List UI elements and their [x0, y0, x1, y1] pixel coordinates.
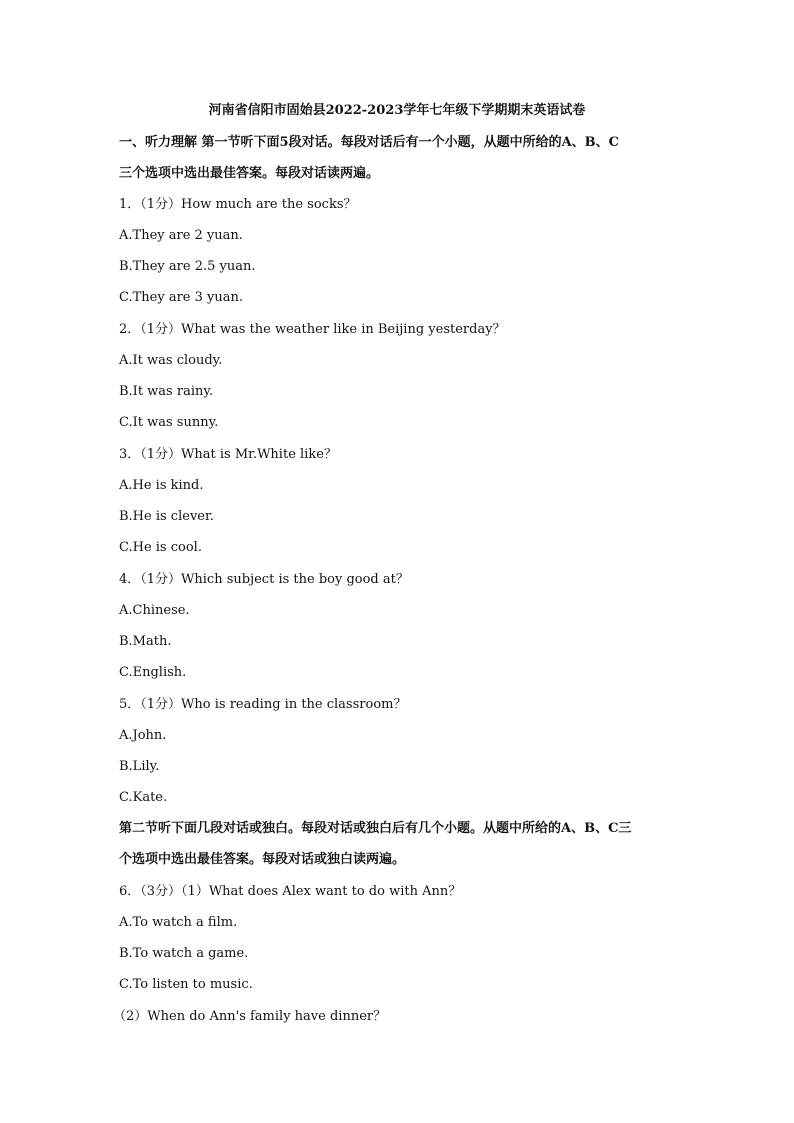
question-5-option-b: B.Lily.: [119, 759, 160, 774]
question-5-option-a: A.John.: [119, 728, 167, 743]
question-4-option-a: A.Chinese.: [119, 603, 190, 618]
question-4-option-c: C.English.: [119, 665, 187, 680]
question-5-option-c: C.Kate.: [119, 790, 168, 805]
question-6-stem: 6．（3分）（1）What does Alex want to do with Ann？: [119, 884, 462, 899]
section2-heading-line2: 个选项中选出最佳答案。每段对话或独白读两遍。: [119, 852, 406, 867]
question-2-option-a: A.It was cloudy.: [119, 353, 223, 368]
question-5-stem: 5．（1分）Who is reading in the classroom？: [119, 697, 407, 712]
question-1-option-b: B.They are 2.5 yuan.: [119, 259, 256, 274]
question-3-option-a: A.He is kind.: [119, 478, 204, 493]
question-2-stem: 2．（1分）What was the weather like in Beijing yesterday？: [119, 322, 506, 337]
question-2-option-c: C.It was sunny.: [119, 415, 219, 430]
section1-heading-line2: 三个选项中选出最佳答案。每段对话读两遍。: [119, 166, 380, 181]
question-1-option-c: C.They are 3 yuan.: [119, 290, 243, 305]
question-6-option-b: B.To watch a game.: [119, 946, 249, 961]
question-2-option-b: B.It was rainy.: [119, 384, 214, 399]
section1-heading-line1: 一、听力理解 第一节听下面5段对话。每段对话后有一个小题，从题中所给的A、B、C: [119, 135, 619, 150]
question-4-stem: 4．（1分）Which subject is the boy good at？: [119, 572, 409, 587]
question-4-option-b: B.Math.: [119, 634, 172, 649]
exam-title: 河南省信阳市固始县2022-2023学年七年级下学期期末英语试卷: [208, 103, 586, 118]
question-1-option-a: A.They are 2 yuan.: [119, 228, 243, 243]
question-3-option-b: B.He is clever.: [119, 509, 214, 524]
question-6-option-c: C.To listen to music.: [119, 977, 253, 992]
question-6-option-a: A.To watch a film.: [119, 915, 238, 930]
question-3-option-c: C.He is cool.: [119, 540, 202, 555]
section2-heading-line1: 第二节听下面几段对话或独白。每段对话或独白后有几个小题。从题中所给的A、B、C三: [119, 821, 632, 836]
question-1-stem: 1．（1分）How much are the socks？: [119, 197, 357, 212]
question-6-sub2-stem: （2）When do Ann's family have dinner？: [113, 1009, 387, 1024]
question-3-stem: 3．（1分）What is Mr.White like？: [119, 447, 337, 462]
